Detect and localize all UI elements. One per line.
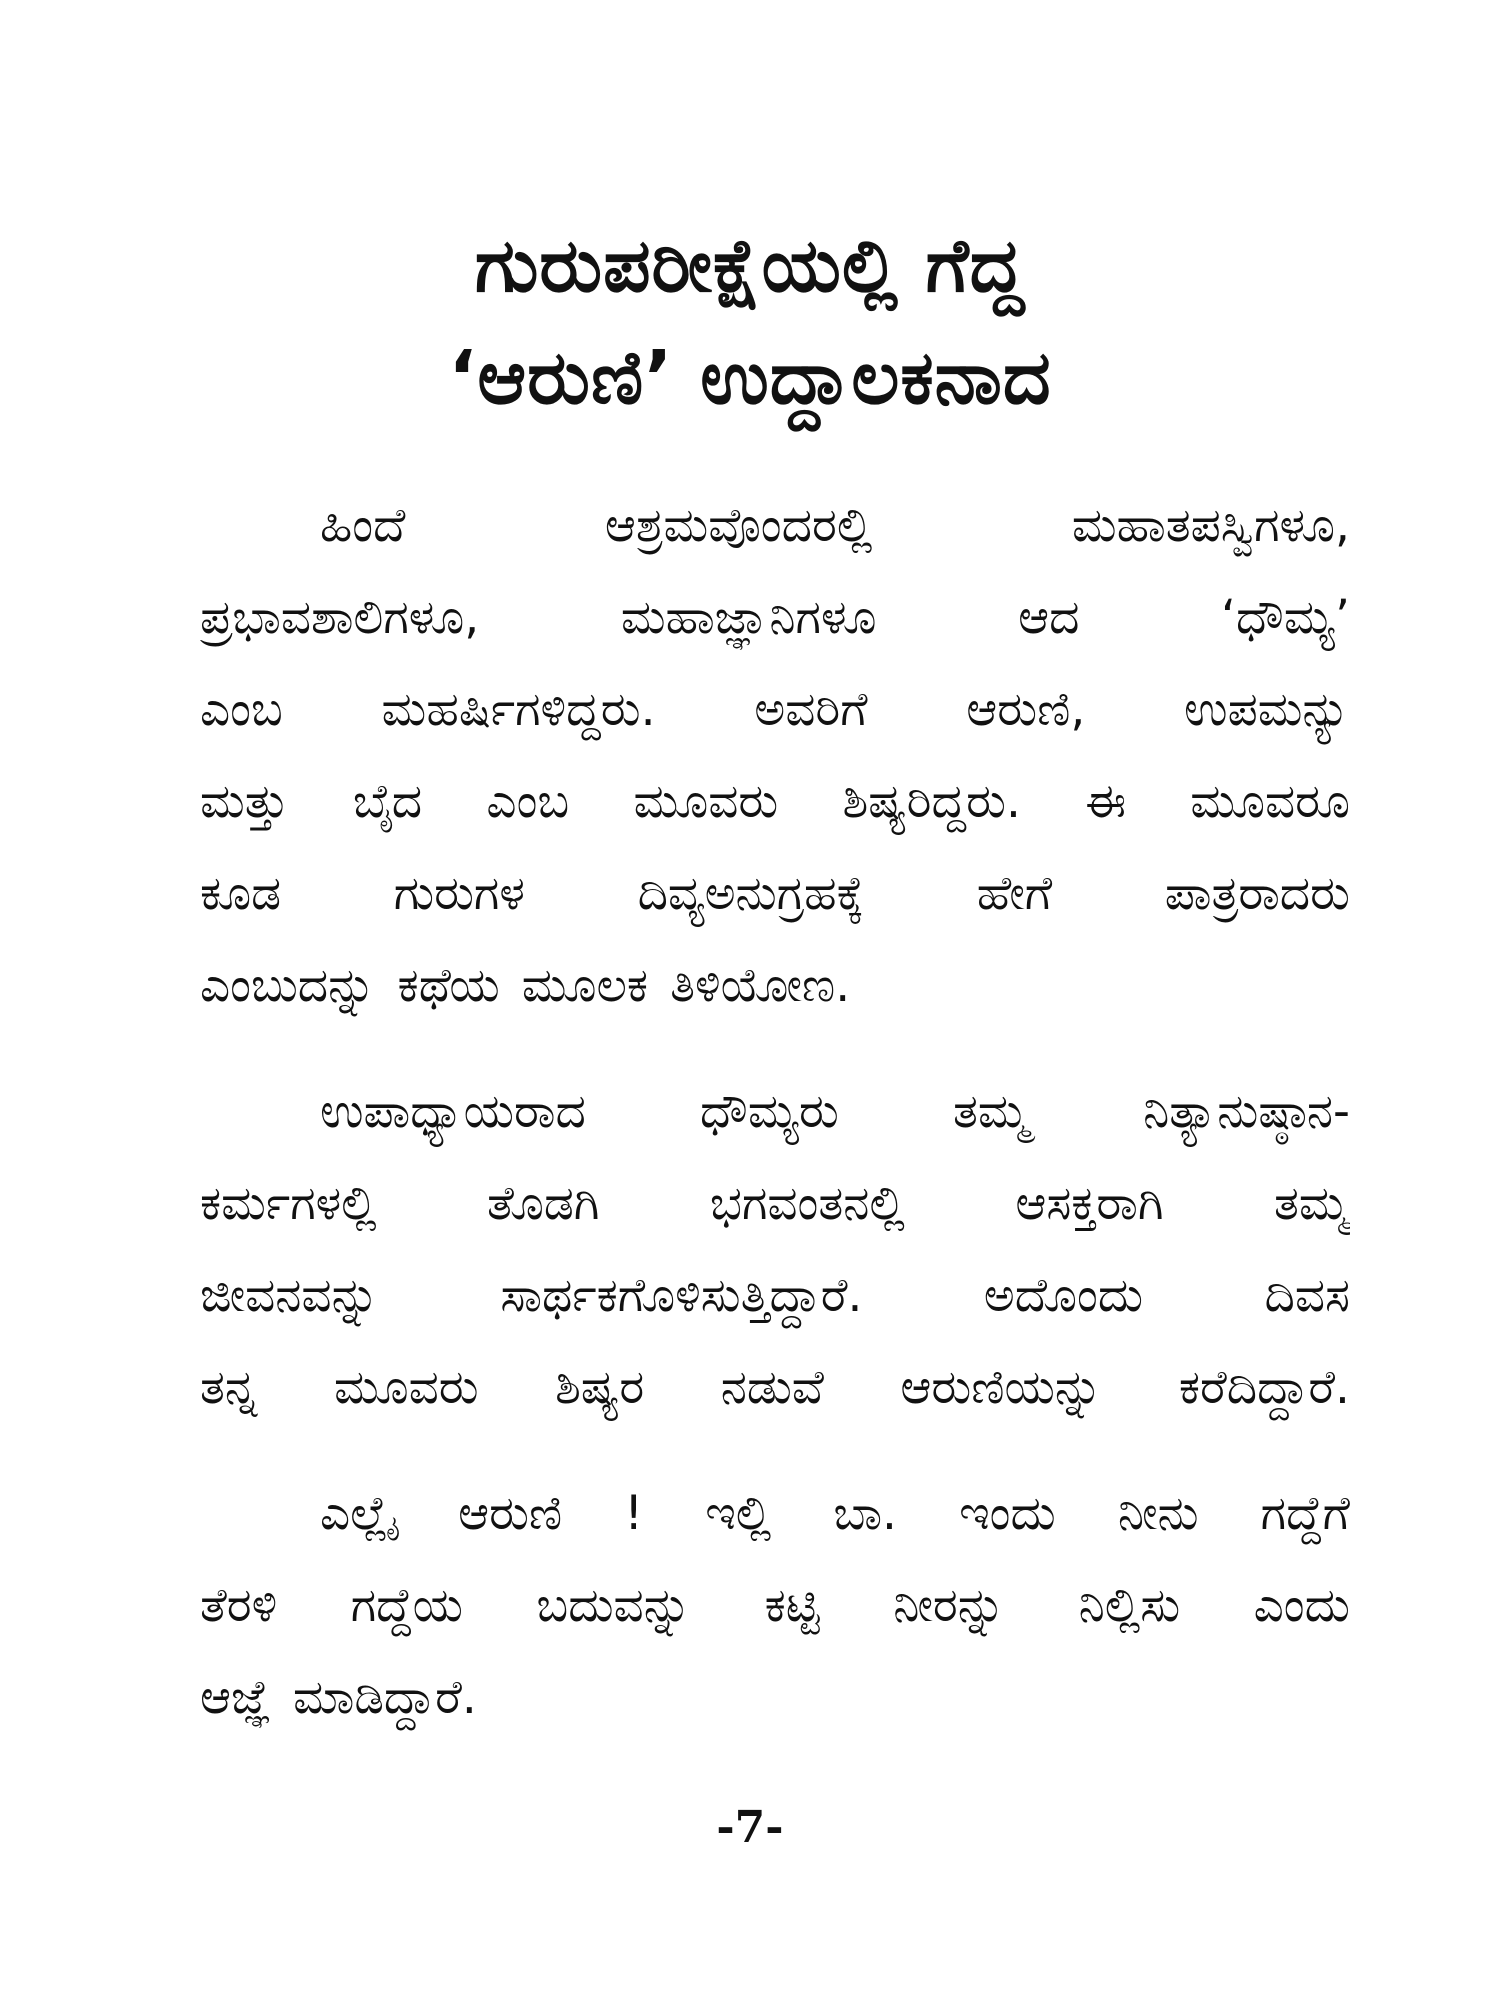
word: ಹಿಂದೆ — [320, 498, 406, 553]
word: ನೀರನ್ನು — [893, 1578, 1006, 1633]
word: ಶಿಷ್ಯರ — [555, 1360, 645, 1415]
word: ಆರುಣಿ, — [966, 682, 1086, 737]
word: ಗದ್ದೆಯ — [350, 1578, 463, 1633]
word: ಶಿಷ್ಯರಿದ್ದರು. — [842, 774, 1021, 829]
chapter-title — [0, 210, 1500, 434]
paragraph-3 — [200, 1468, 1350, 1744]
word: ಗುರುಗಳ — [393, 866, 525, 921]
word: ಅವರಿಗೆ — [754, 682, 868, 737]
word: ಕರ್ಮಗಳಲ್ಲಿ — [200, 1176, 377, 1231]
word: ಮತ್ತು — [200, 774, 289, 829]
word: ಮೂವರು — [633, 774, 779, 829]
text-line — [200, 756, 1350, 848]
word: ಮೂಲಕ — [521, 958, 649, 1013]
body-text — [200, 480, 1350, 1744]
word: ಎಂಬ — [486, 774, 570, 829]
word: ಬಾ. — [833, 1486, 897, 1541]
text-line — [200, 1158, 1350, 1250]
word: ದಿವಸ — [1264, 1268, 1350, 1323]
word: ಎಲ್ಲೈ — [320, 1486, 396, 1541]
word: ತಿಳಿಯೋಣ. — [670, 958, 851, 1013]
word: ದಿವ್ಯಅನುಗ್ರಹಕ್ಕೆ — [637, 866, 865, 921]
word: ಮೂವರು — [333, 1360, 479, 1415]
word: ಸಾರ್ಥಕಗೊಳಿಸುತ್ತಿದ್ದಾರೆ. — [500, 1268, 863, 1323]
word: ನೀನು — [1117, 1486, 1199, 1541]
word: ಆಶ್ರಮವೊಂದರಲ್ಲಿ — [604, 498, 873, 553]
title-line-1: ಗುರುಪರೀಕ್ಷೆಯಲ್ಲಿ ಗೆದ್ದ — [474, 223, 1026, 309]
word: ಉಪಾಧ್ಯಾಯರಾದ — [320, 1084, 586, 1139]
word: ಇಲ್ಲಿ — [705, 1486, 772, 1541]
word: ಆಸಕ್ತರಾಗಿ — [1015, 1176, 1164, 1231]
word: ! — [624, 1486, 644, 1541]
text-line — [200, 1468, 1350, 1560]
word: ಆದ — [1018, 590, 1080, 645]
page-number: -7- — [716, 1802, 784, 1853]
word: ನಿತ್ಯಾನುಷ್ಠಾನ- — [1143, 1084, 1350, 1139]
paragraph-gap — [200, 1434, 1350, 1468]
word: ಮಾಡಿದ್ದಾರೆ. — [293, 1670, 477, 1725]
word: ಆರುಣಿ — [458, 1486, 563, 1541]
text-line — [200, 572, 1350, 664]
text-line — [200, 1066, 1350, 1158]
text-line — [200, 1342, 1350, 1434]
word: ಕಥೆಯ — [397, 958, 500, 1013]
text-line — [200, 1652, 1350, 1744]
word: ತಮ್ಮ — [1273, 1176, 1350, 1231]
word: ಕೂಡ — [200, 866, 282, 921]
word: ಮಹರ್ಷಿಗಳಿದ್ದರು. — [381, 682, 656, 737]
word: ಉಪಮನ್ಯು — [1184, 682, 1350, 737]
word: ಕರೆದಿದ್ದಾರೆ. — [1178, 1360, 1350, 1415]
word: ಬದುವನ್ನು — [536, 1578, 692, 1633]
word: ಜೀವನವನ್ನು — [200, 1268, 380, 1323]
word: ತನ್ನ — [200, 1360, 258, 1415]
text-line — [200, 480, 1350, 572]
paragraph-1 — [200, 480, 1350, 1032]
word: ನಡುವೆ — [720, 1360, 824, 1415]
text-line — [200, 1250, 1350, 1342]
word: ತಮ್ಮ — [953, 1084, 1029, 1139]
word: ಬೈದ — [352, 774, 423, 829]
word: ಹೇಗೆ — [976, 866, 1053, 921]
word: ಎಂಬುದನ್ನು — [200, 958, 376, 1013]
word: ಈ — [1085, 774, 1126, 829]
word: ಗದ್ದೆಗೆ — [1260, 1486, 1350, 1541]
word: ಇಂದು — [959, 1486, 1056, 1541]
word: ಮಹಾತಪಸ್ವಿಗಳೂ, — [1071, 498, 1350, 553]
word: ಅದೊಂದು — [983, 1268, 1144, 1323]
word: ಆಜ್ಞೆ — [200, 1670, 272, 1725]
word: ಧೌಮ್ಯರು — [700, 1084, 839, 1139]
text-line — [200, 1560, 1350, 1652]
word: ಎಂದು — [1253, 1578, 1350, 1633]
word: ‘ಧೌಮ್ಯ’ — [1221, 590, 1350, 645]
text-line — [200, 848, 1350, 940]
text-line — [200, 940, 1350, 1032]
title-line-2: ‘ಆರುಣಿ’ ಉದ್ದಾಲಕನಾದ — [448, 335, 1052, 421]
word: ಪ್ರಭಾವಶಾಲಿಗಳೂ, — [200, 590, 480, 645]
word: ಮೂವರೂ — [1190, 774, 1350, 829]
word: ತೊಡಗಿ — [487, 1176, 600, 1231]
word: ಮಹಾಜ್ಞಾನಿಗಳೂ — [620, 590, 877, 645]
text-line — [200, 664, 1350, 756]
paragraph-gap — [200, 1032, 1350, 1066]
word: ತೆರಳಿ — [200, 1578, 278, 1633]
word: ಆರುಣಿಯನ್ನು — [900, 1360, 1103, 1415]
word: ಪಾತ್ರರಾದರು — [1164, 866, 1350, 921]
word: ಎಂಬ — [200, 682, 283, 737]
word: ಭಗವಂತನಲ್ಲಿ — [709, 1176, 905, 1231]
paragraph-2 — [200, 1066, 1350, 1434]
word: ಕಟ್ಟಿ — [764, 1578, 820, 1633]
word: ನಿಲ್ಲಿಸು — [1078, 1578, 1181, 1633]
